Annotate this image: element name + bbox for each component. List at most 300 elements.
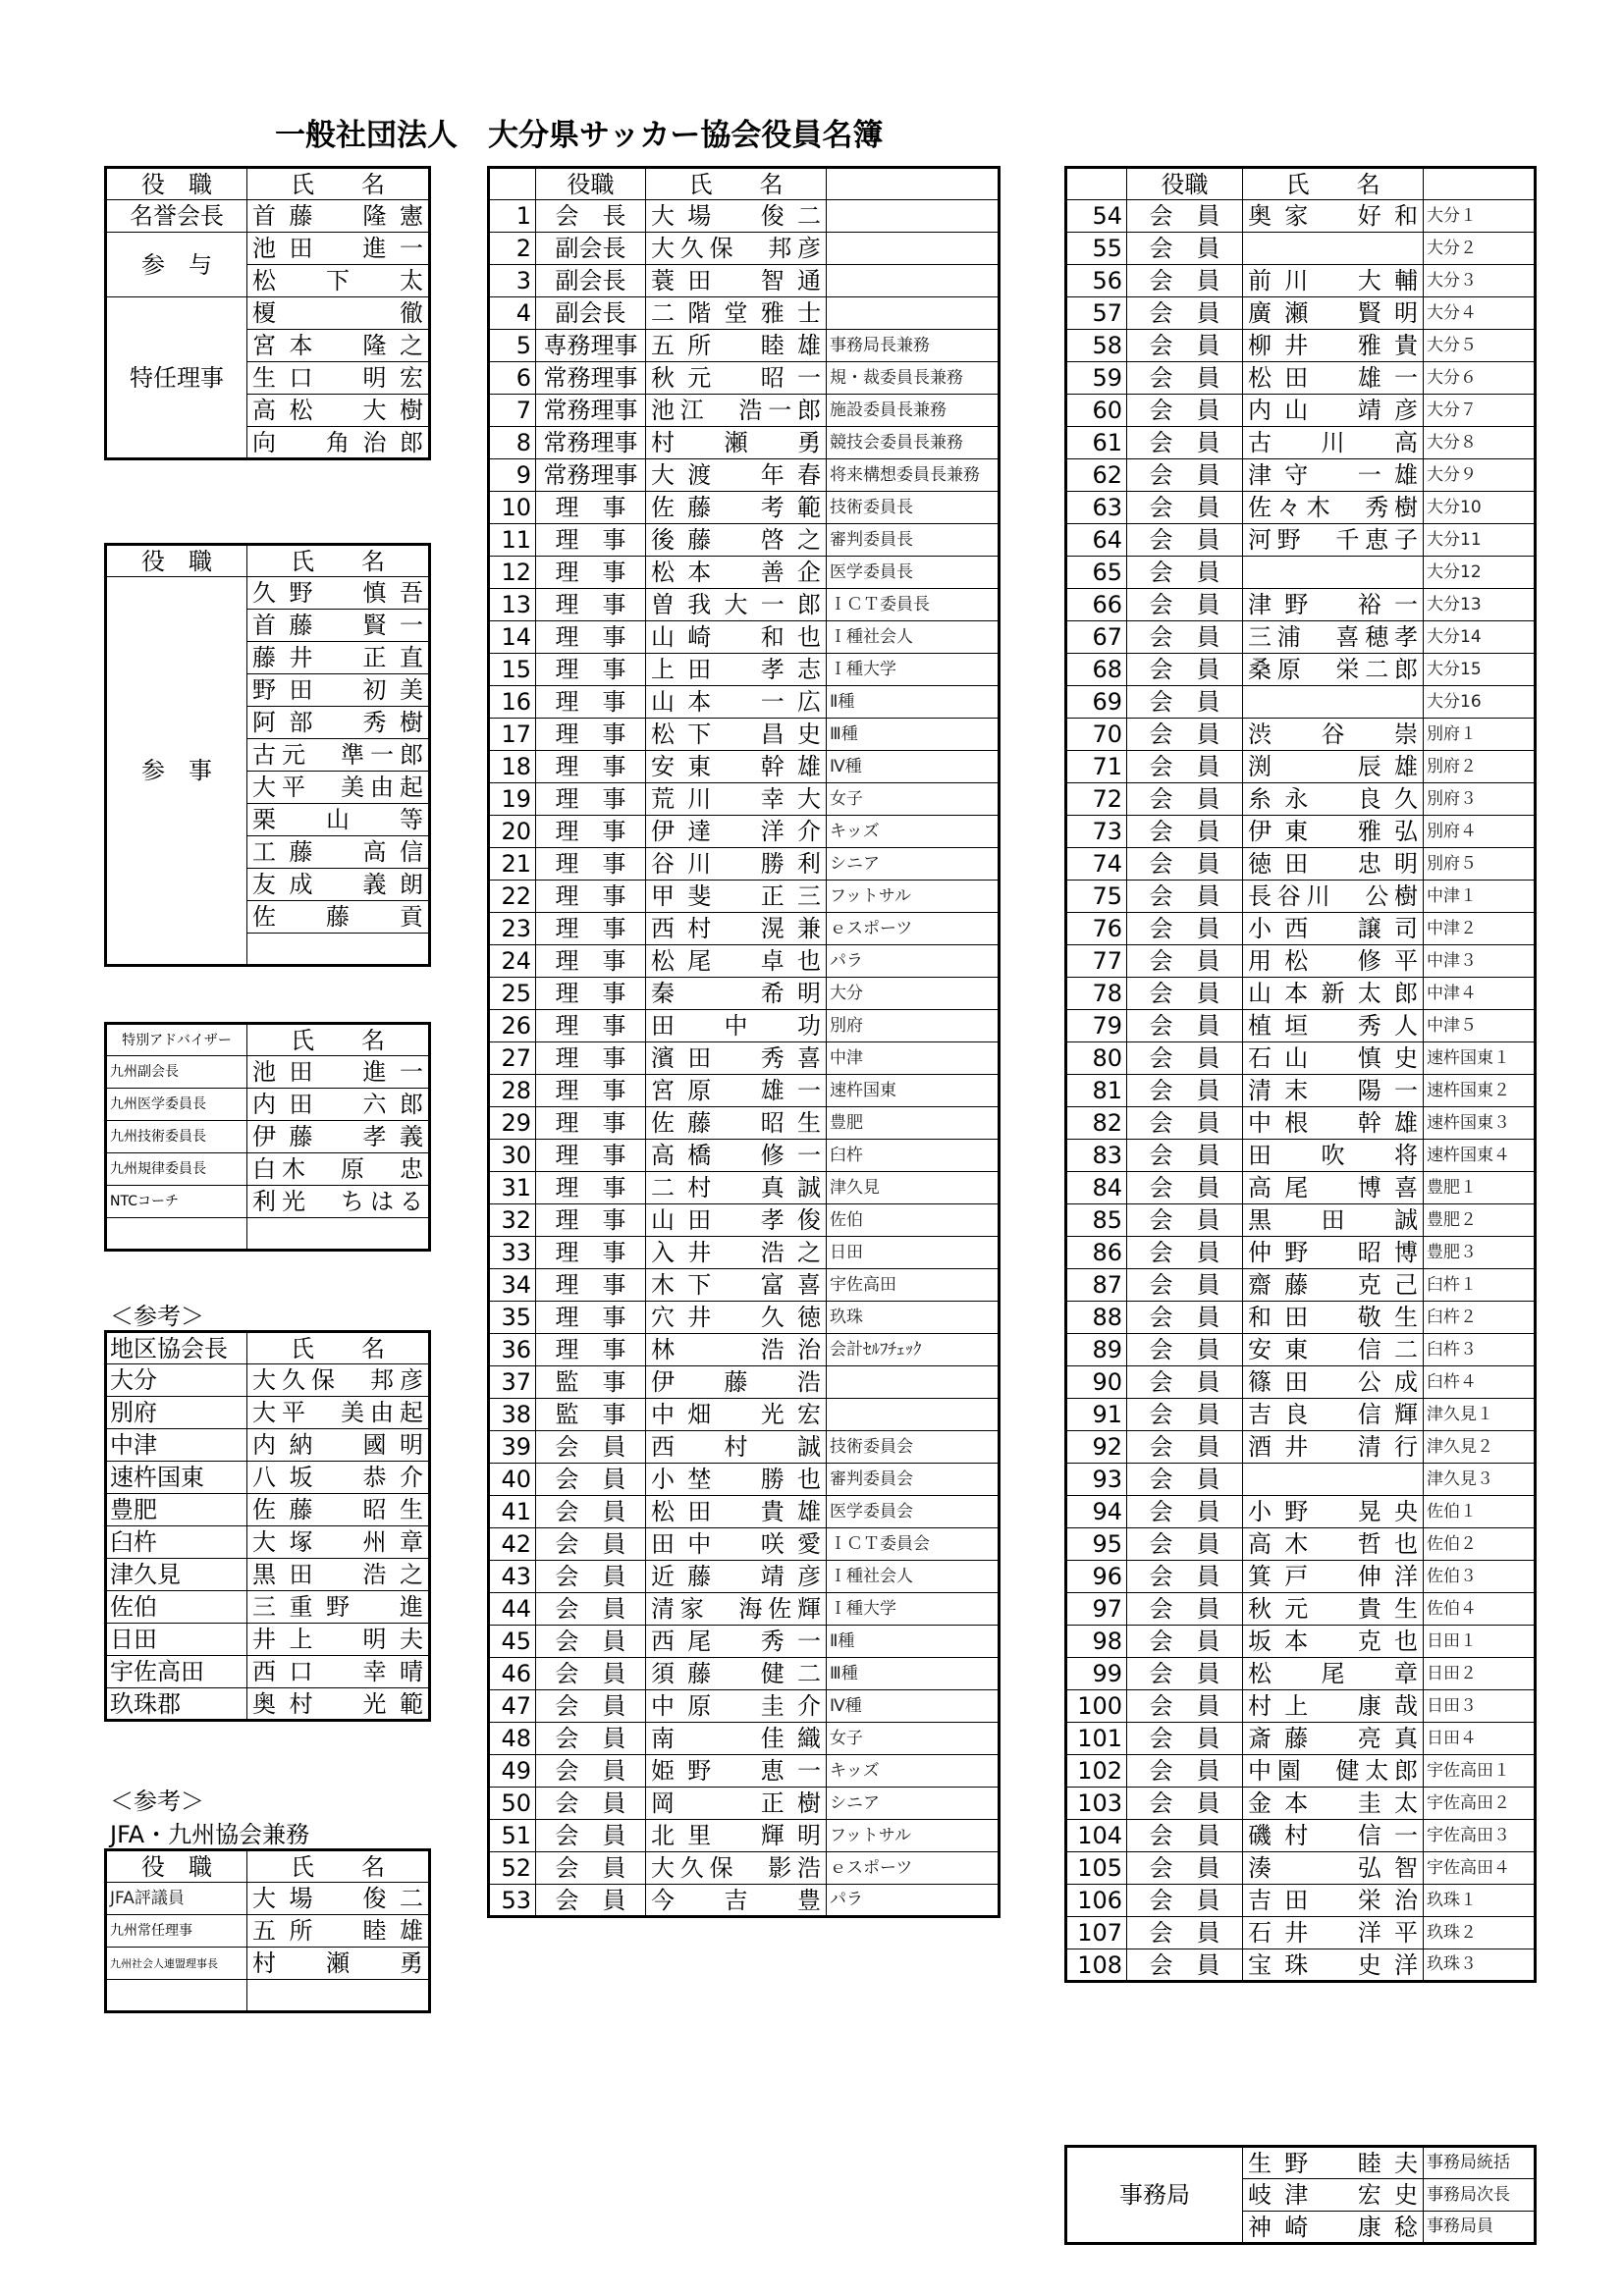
row-number: 45	[489, 1626, 536, 1658]
row-role: 専務理事	[536, 330, 646, 362]
row-note: 中津４	[1424, 978, 1536, 1010]
row-role: 会 員	[1127, 1593, 1243, 1626]
row-note: Ｉ種社会人	[827, 1561, 1000, 1593]
row-name: 村 瀬 勇	[646, 427, 827, 459]
header-role: 役 職	[106, 168, 247, 200]
jfa-name: 大場 俊二	[247, 1883, 430, 1915]
row-name: 斎藤 亮真	[1243, 1723, 1424, 1755]
table-row	[489, 459, 1000, 492]
table-row	[489, 427, 1000, 459]
row-note: 別府１	[1424, 719, 1536, 751]
district-name: 奥村 光範	[247, 1688, 430, 1721]
row-role: 会 員	[1127, 783, 1243, 816]
row-number: 24	[489, 945, 536, 978]
row-note: 競技会委員長兼務	[827, 427, 1000, 459]
row-role: 会 員	[1127, 1075, 1243, 1107]
row-name: 荒川 幸大	[646, 783, 827, 816]
sanji-name: 阿部 秀樹	[247, 707, 430, 739]
header-name: 氏 名	[247, 1332, 430, 1364]
table-row	[1066, 1528, 1536, 1561]
row-role: 会 員	[536, 1626, 646, 1658]
row-number: 81	[1066, 1075, 1127, 1107]
sanji-role: 参 事	[106, 577, 247, 966]
row-note: 日田	[827, 1237, 1000, 1269]
row-note: Ｉ種大学	[827, 654, 1000, 686]
row-role: 会 員	[1127, 1949, 1243, 1982]
row-note: 別府３	[1424, 783, 1536, 816]
row-note: 大分15	[1424, 654, 1536, 686]
row-role: 会 員	[536, 1464, 646, 1496]
row-note: 会計ｾﾙﾌﾁｪｯｸ	[827, 1334, 1000, 1366]
table-row	[489, 751, 1000, 783]
row-role: 理 事	[536, 589, 646, 621]
table-row	[1066, 1042, 1536, 1075]
row-role: 会 員	[536, 1561, 646, 1593]
row-note: キッズ	[827, 816, 1000, 848]
row-number: 8	[489, 427, 536, 459]
table-row	[1066, 1237, 1536, 1269]
row-role: 理 事	[536, 621, 646, 654]
table-row	[489, 395, 1000, 427]
row-number: 14	[489, 621, 536, 654]
row-role: 会 員	[536, 1885, 646, 1917]
row-name: 西村 滉兼	[646, 913, 827, 945]
row-name: 田中 咲愛	[646, 1528, 827, 1561]
table-row	[1066, 1204, 1536, 1237]
row-role: 理 事	[536, 557, 646, 589]
district-role: 臼杵	[106, 1526, 247, 1559]
row-role: 副会長	[536, 297, 646, 330]
district-name: 西口 幸晴	[247, 1656, 430, 1688]
honorary-name: 首藤 隆憲	[247, 200, 430, 233]
row-note: 別府５	[1424, 848, 1536, 881]
table-row	[1066, 1755, 1536, 1788]
row-note: 審判委員長	[827, 524, 1000, 557]
row-number: 80	[1066, 1042, 1127, 1075]
row-note: 宇佐高田３	[1424, 1820, 1536, 1852]
row-role: 会 員	[1127, 1269, 1243, 1302]
row-role: 会 員	[1127, 1302, 1243, 1334]
row-name: 西 村 誠	[646, 1431, 827, 1464]
row-name: 三浦 喜穂孝	[1243, 621, 1424, 654]
row-number: 94	[1066, 1496, 1127, 1528]
row-note: 玖珠	[827, 1302, 1000, 1334]
district-role: 津久見	[106, 1559, 247, 1591]
row-note: 技術委員長	[827, 492, 1000, 524]
table-row	[1066, 621, 1536, 654]
row-name: 河野 千恵子	[1243, 524, 1424, 557]
row-number: 18	[489, 751, 536, 783]
header-note	[1424, 168, 1536, 200]
row-number: 63	[1066, 492, 1127, 524]
officers-table	[487, 166, 1001, 1918]
row-role: 会 員	[1127, 233, 1243, 265]
row-role: 理 事	[536, 524, 646, 557]
sanji-name: 工藤 高信	[247, 836, 430, 869]
office-table-block	[1064, 2145, 1537, 2245]
table-row	[1066, 654, 1536, 686]
row-role: 会 員	[1127, 1204, 1243, 1237]
table-row	[489, 1237, 1000, 1269]
row-name: 長谷川 公樹	[1243, 881, 1424, 913]
row-number: 22	[489, 881, 536, 913]
row-number: 88	[1066, 1302, 1127, 1334]
row-name: 池江 浩一郎	[646, 395, 827, 427]
row-note: 大分	[827, 978, 1000, 1010]
office-name: 岐津 宏史	[1243, 2179, 1424, 2212]
row-note: Ⅲ種	[827, 1658, 1000, 1690]
row-note: 佐伯１	[1424, 1496, 1536, 1528]
row-name: 齋藤 克己	[1243, 1269, 1424, 1302]
district-name: 佐藤 昭生	[247, 1494, 430, 1526]
row-number: 38	[489, 1399, 536, 1431]
row-name: 中園 健太郎	[1243, 1755, 1424, 1788]
row-note: 大分７	[1424, 395, 1536, 427]
jfa-role: 九州常任理事	[106, 1915, 247, 1948]
row-name: 清家 海佐輝	[646, 1593, 827, 1626]
row-name: 松田 貴雄	[646, 1496, 827, 1528]
adviser-name	[247, 1218, 430, 1251]
row-note: 施設委員長兼務	[827, 395, 1000, 427]
row-name: 湊 弘智	[1243, 1852, 1424, 1885]
row-role: 会 員	[1127, 1658, 1243, 1690]
row-name: 姫野 恵一	[646, 1755, 827, 1788]
row-note: Ⅳ種	[827, 751, 1000, 783]
table-row	[1066, 362, 1536, 395]
row-number: 64	[1066, 524, 1127, 557]
table-row	[489, 1204, 1000, 1237]
adviser-role	[106, 1218, 247, 1251]
table-row	[1066, 1626, 1536, 1658]
row-number: 104	[1066, 1820, 1127, 1852]
row-role: 会 員	[1127, 427, 1243, 459]
row-note	[827, 233, 1000, 265]
row-role: 理 事	[536, 1334, 646, 1366]
row-note: 速杵国東３	[1424, 1107, 1536, 1140]
row-number: 4	[489, 297, 536, 330]
table-row	[1066, 1399, 1536, 1431]
row-note: 大分12	[1424, 557, 1536, 589]
row-number: 31	[489, 1172, 536, 1204]
table-row	[1066, 1075, 1536, 1107]
row-note	[827, 1399, 1000, 1431]
table-row	[1066, 783, 1536, 816]
row-role: 理 事	[536, 654, 646, 686]
row-note: フットサル	[827, 881, 1000, 913]
row-number: 83	[1066, 1140, 1127, 1172]
row-note: 大分14	[1424, 621, 1536, 654]
adviser-role: 九州副会長	[106, 1056, 247, 1089]
row-role: 会 員	[1127, 395, 1243, 427]
district-role: 佐伯	[106, 1591, 247, 1624]
row-role: 理 事	[536, 719, 646, 751]
row-name: 石山 慎史	[1243, 1042, 1424, 1075]
office-name: 生野 睦夫	[1243, 2147, 1424, 2179]
table-row	[1066, 686, 1536, 719]
table-row	[489, 1431, 1000, 1464]
row-note: 玖珠１	[1424, 1885, 1536, 1917]
row-number: 28	[489, 1075, 536, 1107]
row-role: 会 員	[1127, 1237, 1243, 1269]
row-name: 近藤 靖彦	[646, 1561, 827, 1593]
district-role: 玖珠郡	[106, 1688, 247, 1721]
row-number: 59	[1066, 362, 1127, 395]
row-name	[1243, 557, 1424, 589]
row-note: 大分13	[1424, 589, 1536, 621]
row-role: 会 員	[536, 1431, 646, 1464]
row-role: 会 員	[536, 1690, 646, 1723]
row-note: 事務局長兼務	[827, 330, 1000, 362]
row-note: 中津	[827, 1042, 1000, 1075]
sanji-name: 久野 慎吾	[247, 577, 430, 610]
table-row	[489, 1496, 1000, 1528]
adviser-name: 池田 進一	[247, 1056, 430, 1089]
sanji-name: 藤井 正直	[247, 642, 430, 674]
table-row	[489, 1107, 1000, 1140]
table-row	[1066, 200, 1536, 233]
row-number: 78	[1066, 978, 1127, 1010]
row-name: 石井 洋平	[1243, 1917, 1424, 1949]
jfa-name	[247, 1980, 430, 2012]
table-row	[1066, 1140, 1536, 1172]
row-name: 磯村 信一	[1243, 1820, 1424, 1852]
office-note: 事務局員	[1424, 2212, 1536, 2244]
special-director-name: 生口 明宏	[247, 362, 430, 395]
row-role: 理 事	[536, 848, 646, 881]
table-row	[489, 1399, 1000, 1431]
row-name: 穴井 久徳	[646, 1302, 827, 1334]
row-name: 津野 裕一	[1243, 589, 1424, 621]
office-table	[1064, 2145, 1537, 2245]
row-note: 津久見１	[1424, 1399, 1536, 1431]
row-number: 90	[1066, 1366, 1127, 1399]
row-role: 副会長	[536, 265, 646, 297]
row-role: 理 事	[536, 686, 646, 719]
reference-caption: ＜参考＞	[110, 1788, 204, 1815]
table-row	[1066, 1172, 1536, 1204]
row-name: 大久保 邦彦	[646, 233, 827, 265]
row-name: 金本 圭太	[1243, 1788, 1424, 1820]
row-name: 渕 辰雄	[1243, 751, 1424, 783]
row-number: 2	[489, 233, 536, 265]
row-note: 宇佐高田	[827, 1269, 1000, 1302]
row-number: 98	[1066, 1626, 1127, 1658]
row-role: 会 員	[1127, 1496, 1243, 1528]
row-note: 医学委員会	[827, 1496, 1000, 1528]
row-role: 会 員	[536, 1820, 646, 1852]
row-role: 会 員	[1127, 881, 1243, 913]
table-row	[489, 978, 1000, 1010]
row-name: 山本新太郎	[1243, 978, 1424, 1010]
table-row	[489, 1302, 1000, 1334]
table-row	[1066, 1010, 1536, 1042]
row-number: 62	[1066, 459, 1127, 492]
row-number: 76	[1066, 913, 1127, 945]
table-row	[489, 330, 1000, 362]
table-row	[489, 686, 1000, 719]
row-note: 速杵国東２	[1424, 1075, 1536, 1107]
table-row	[489, 621, 1000, 654]
office-name: 神崎 康稔	[1243, 2212, 1424, 2244]
row-role: 会 員	[1127, 524, 1243, 557]
row-role: 会 長	[536, 200, 646, 233]
row-number: 3	[489, 265, 536, 297]
table-row	[489, 1690, 1000, 1723]
district-name: 黒田 浩之	[247, 1559, 430, 1591]
jfa-role: JFA評議員	[106, 1883, 247, 1915]
table-row	[489, 1366, 1000, 1399]
row-name: 秋元 貴生	[1243, 1593, 1424, 1626]
table-row	[1066, 1464, 1536, 1496]
row-note: キッズ	[827, 1755, 1000, 1788]
table-row	[1066, 1593, 1536, 1626]
table-row	[1066, 1302, 1536, 1334]
row-role: 理 事	[536, 1107, 646, 1140]
row-name: 佐々木 秀樹	[1243, 492, 1424, 524]
table-row	[489, 945, 1000, 978]
row-number: 84	[1066, 1172, 1127, 1204]
row-name: 秋元 昭一	[646, 362, 827, 395]
row-name: 篠田 公成	[1243, 1366, 1424, 1399]
row-name: 津守 一雄	[1243, 459, 1424, 492]
table-row	[489, 1885, 1000, 1917]
table-row	[1066, 524, 1536, 557]
sanji-name: 友成 義朗	[247, 869, 430, 901]
sanji-name	[247, 934, 430, 966]
row-role: 会 員	[1127, 200, 1243, 233]
row-role: 理 事	[536, 1269, 646, 1302]
members-table-block	[1064, 166, 1537, 1983]
row-number: 15	[489, 654, 536, 686]
row-name	[1243, 686, 1424, 719]
row-number: 30	[489, 1140, 536, 1172]
row-number: 102	[1066, 1755, 1127, 1788]
row-role: 常務理事	[536, 362, 646, 395]
row-number: 9	[489, 459, 536, 492]
row-number: 7	[489, 395, 536, 427]
jfa-name: 村 瀬 勇	[247, 1948, 430, 1980]
table-row	[489, 1140, 1000, 1172]
table-row	[489, 297, 1000, 330]
row-name: 曽我大一郎	[646, 589, 827, 621]
table-row	[1066, 1107, 1536, 1140]
row-note: 別府	[827, 1010, 1000, 1042]
row-number: 25	[489, 978, 536, 1010]
table-row	[489, 524, 1000, 557]
row-note: 別府２	[1424, 751, 1536, 783]
row-role: 会 員	[1127, 1107, 1243, 1140]
row-note: 中津３	[1424, 945, 1536, 978]
row-number: 97	[1066, 1593, 1127, 1626]
table-row	[489, 557, 1000, 589]
row-note: 臼杵３	[1424, 1334, 1536, 1366]
row-note: Ｉ種大学	[827, 1593, 1000, 1626]
row-role: 会 員	[1127, 557, 1243, 589]
row-name: 佐藤 考範	[646, 492, 827, 524]
row-name: 中根 幹雄	[1243, 1107, 1424, 1140]
table-row	[1066, 913, 1536, 945]
table-row	[489, 1593, 1000, 1626]
row-name: 渋 谷 崇	[1243, 719, 1424, 751]
row-number: 91	[1066, 1399, 1127, 1431]
advisor-role: 参 与	[106, 233, 247, 297]
row-role: 理 事	[536, 1302, 646, 1334]
row-name: 徳田 忠明	[1243, 848, 1424, 881]
row-role: 理 事	[536, 492, 646, 524]
row-name: 清末 陽一	[1243, 1075, 1424, 1107]
row-note	[827, 1366, 1000, 1399]
row-note: ＩＣＴ委員長	[827, 589, 1000, 621]
row-name: 高尾 博喜	[1243, 1172, 1424, 1204]
row-name: 古 川 高	[1243, 427, 1424, 459]
row-role: 会 員	[536, 1852, 646, 1885]
row-role: 監 事	[536, 1399, 646, 1431]
row-role: 会 員	[536, 1593, 646, 1626]
sanji-name: 古元 準一郎	[247, 739, 430, 772]
row-number: 105	[1066, 1852, 1127, 1885]
table-row	[1066, 427, 1536, 459]
row-note: パラ	[827, 1885, 1000, 1917]
row-name: 秦 希明	[646, 978, 827, 1010]
office-label: 事務局	[1066, 2147, 1243, 2244]
table-row	[489, 848, 1000, 881]
row-name: 伊 藤 浩	[646, 1366, 827, 1399]
header-role: 役職	[536, 168, 646, 200]
table-row	[1066, 1917, 1536, 1949]
adviser-role: 九州規律委員長	[106, 1153, 247, 1186]
row-number: 66	[1066, 589, 1127, 621]
row-note: 豊肥３	[1424, 1237, 1536, 1269]
row-name: 松下 昌史	[646, 719, 827, 751]
table-row	[489, 589, 1000, 621]
jfa-table-block	[104, 1848, 431, 2013]
row-name: 小西 譲司	[1243, 913, 1424, 945]
row-name: 松田 雄一	[1243, 362, 1424, 395]
row-note: 大分１	[1424, 200, 1536, 233]
row-role: 会 員	[1127, 1788, 1243, 1820]
row-name: 柳井 雅貴	[1243, 330, 1424, 362]
row-number: 69	[1066, 686, 1127, 719]
row-role: 常務理事	[536, 459, 646, 492]
row-role: 理 事	[536, 913, 646, 945]
row-role: 会 員	[1127, 265, 1243, 297]
row-role: 会 員	[1127, 1464, 1243, 1496]
row-name: 後藤 啓之	[646, 524, 827, 557]
row-number: 35	[489, 1302, 536, 1334]
row-note: 宇佐高田４	[1424, 1852, 1536, 1885]
row-role: 会 員	[1127, 945, 1243, 978]
row-note: 臼杵２	[1424, 1302, 1536, 1334]
adviser-name: 利光 ちはる	[247, 1186, 430, 1218]
advisers-table	[104, 1022, 431, 1252]
row-note: 大分５	[1424, 330, 1536, 362]
table-row	[489, 881, 1000, 913]
table-row	[489, 913, 1000, 945]
row-number: 106	[1066, 1885, 1127, 1917]
district-name: 八坂 恭介	[247, 1462, 430, 1494]
adviser-name: 伊藤 孝義	[247, 1121, 430, 1153]
row-name: 大渡 年春	[646, 459, 827, 492]
row-name: 坂本 克也	[1243, 1626, 1424, 1658]
advisers-table-block	[104, 1022, 431, 1252]
row-role: 会 員	[1127, 1561, 1243, 1593]
row-name: 村上 康哉	[1243, 1690, 1424, 1723]
row-note: 審判委員会	[827, 1464, 1000, 1496]
row-note: 宇佐高田２	[1424, 1788, 1536, 1820]
row-number: 73	[1066, 816, 1127, 848]
row-name: 山田 孝俊	[646, 1204, 827, 1237]
row-number: 12	[489, 557, 536, 589]
